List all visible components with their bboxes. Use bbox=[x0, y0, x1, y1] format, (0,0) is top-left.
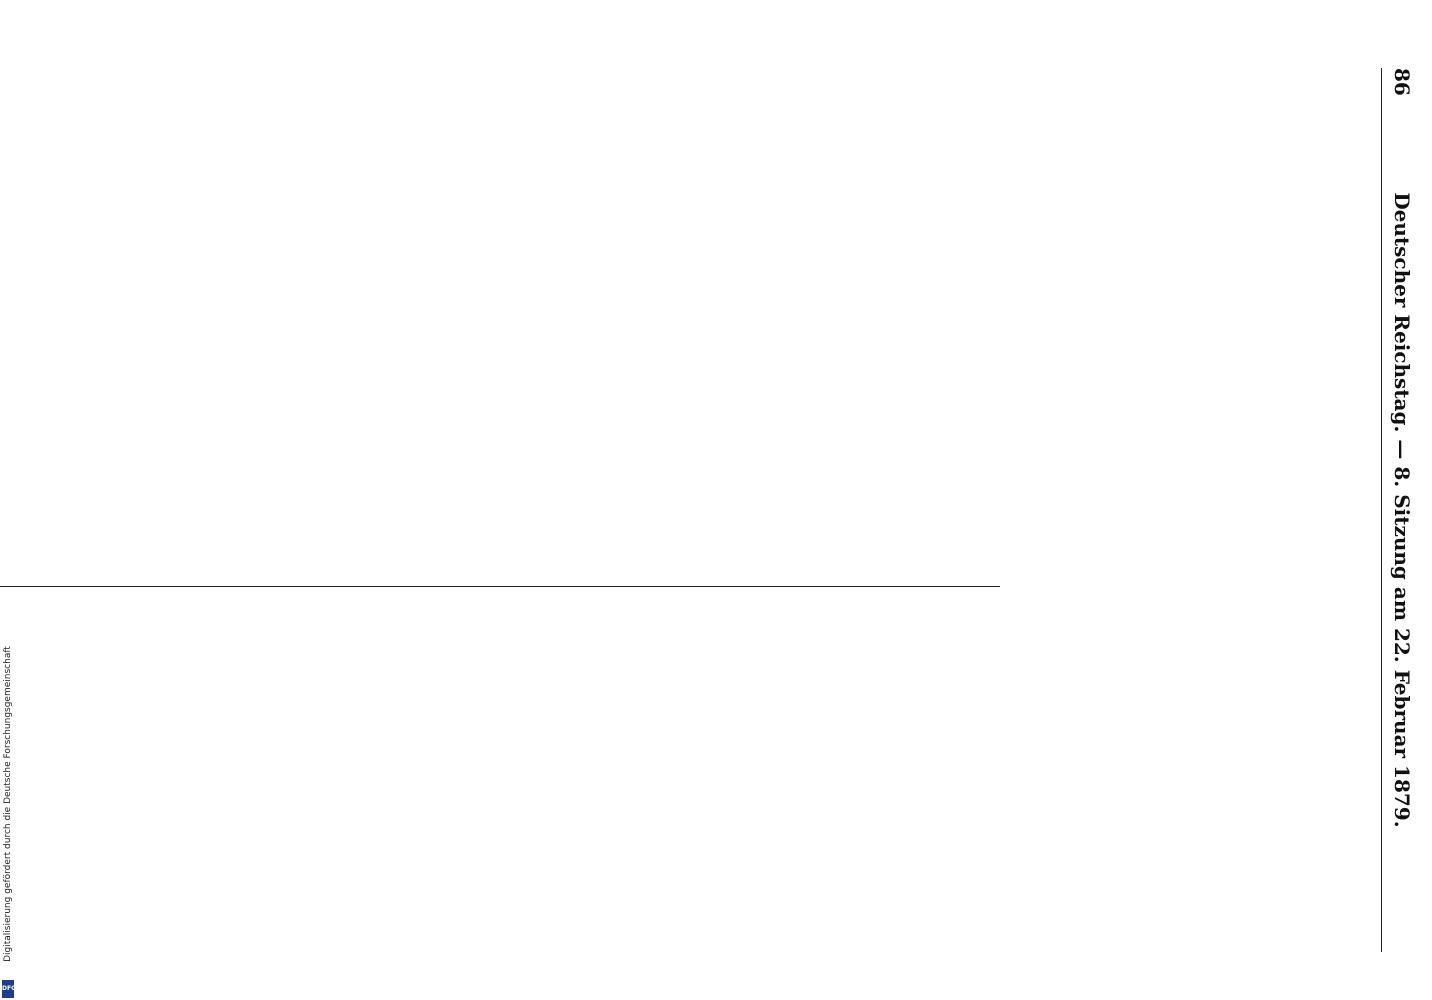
digitization-stamp bbox=[2, 608, 17, 1000]
dfg-logo: DFG bbox=[2, 980, 14, 998]
journal-title: Deutscher Reichstag. — 8. Sitzung am 22. Februar 1879. bbox=[1390, 192, 1414, 828]
page-number: 86 bbox=[1390, 68, 1414, 96]
page-header bbox=[1381, 68, 1418, 952]
column-rule bbox=[0, 586, 1000, 587]
stamp-text: Digitalisierung gefördert durch die Deutsche Forschungsgemeinschaft bbox=[3, 646, 13, 962]
